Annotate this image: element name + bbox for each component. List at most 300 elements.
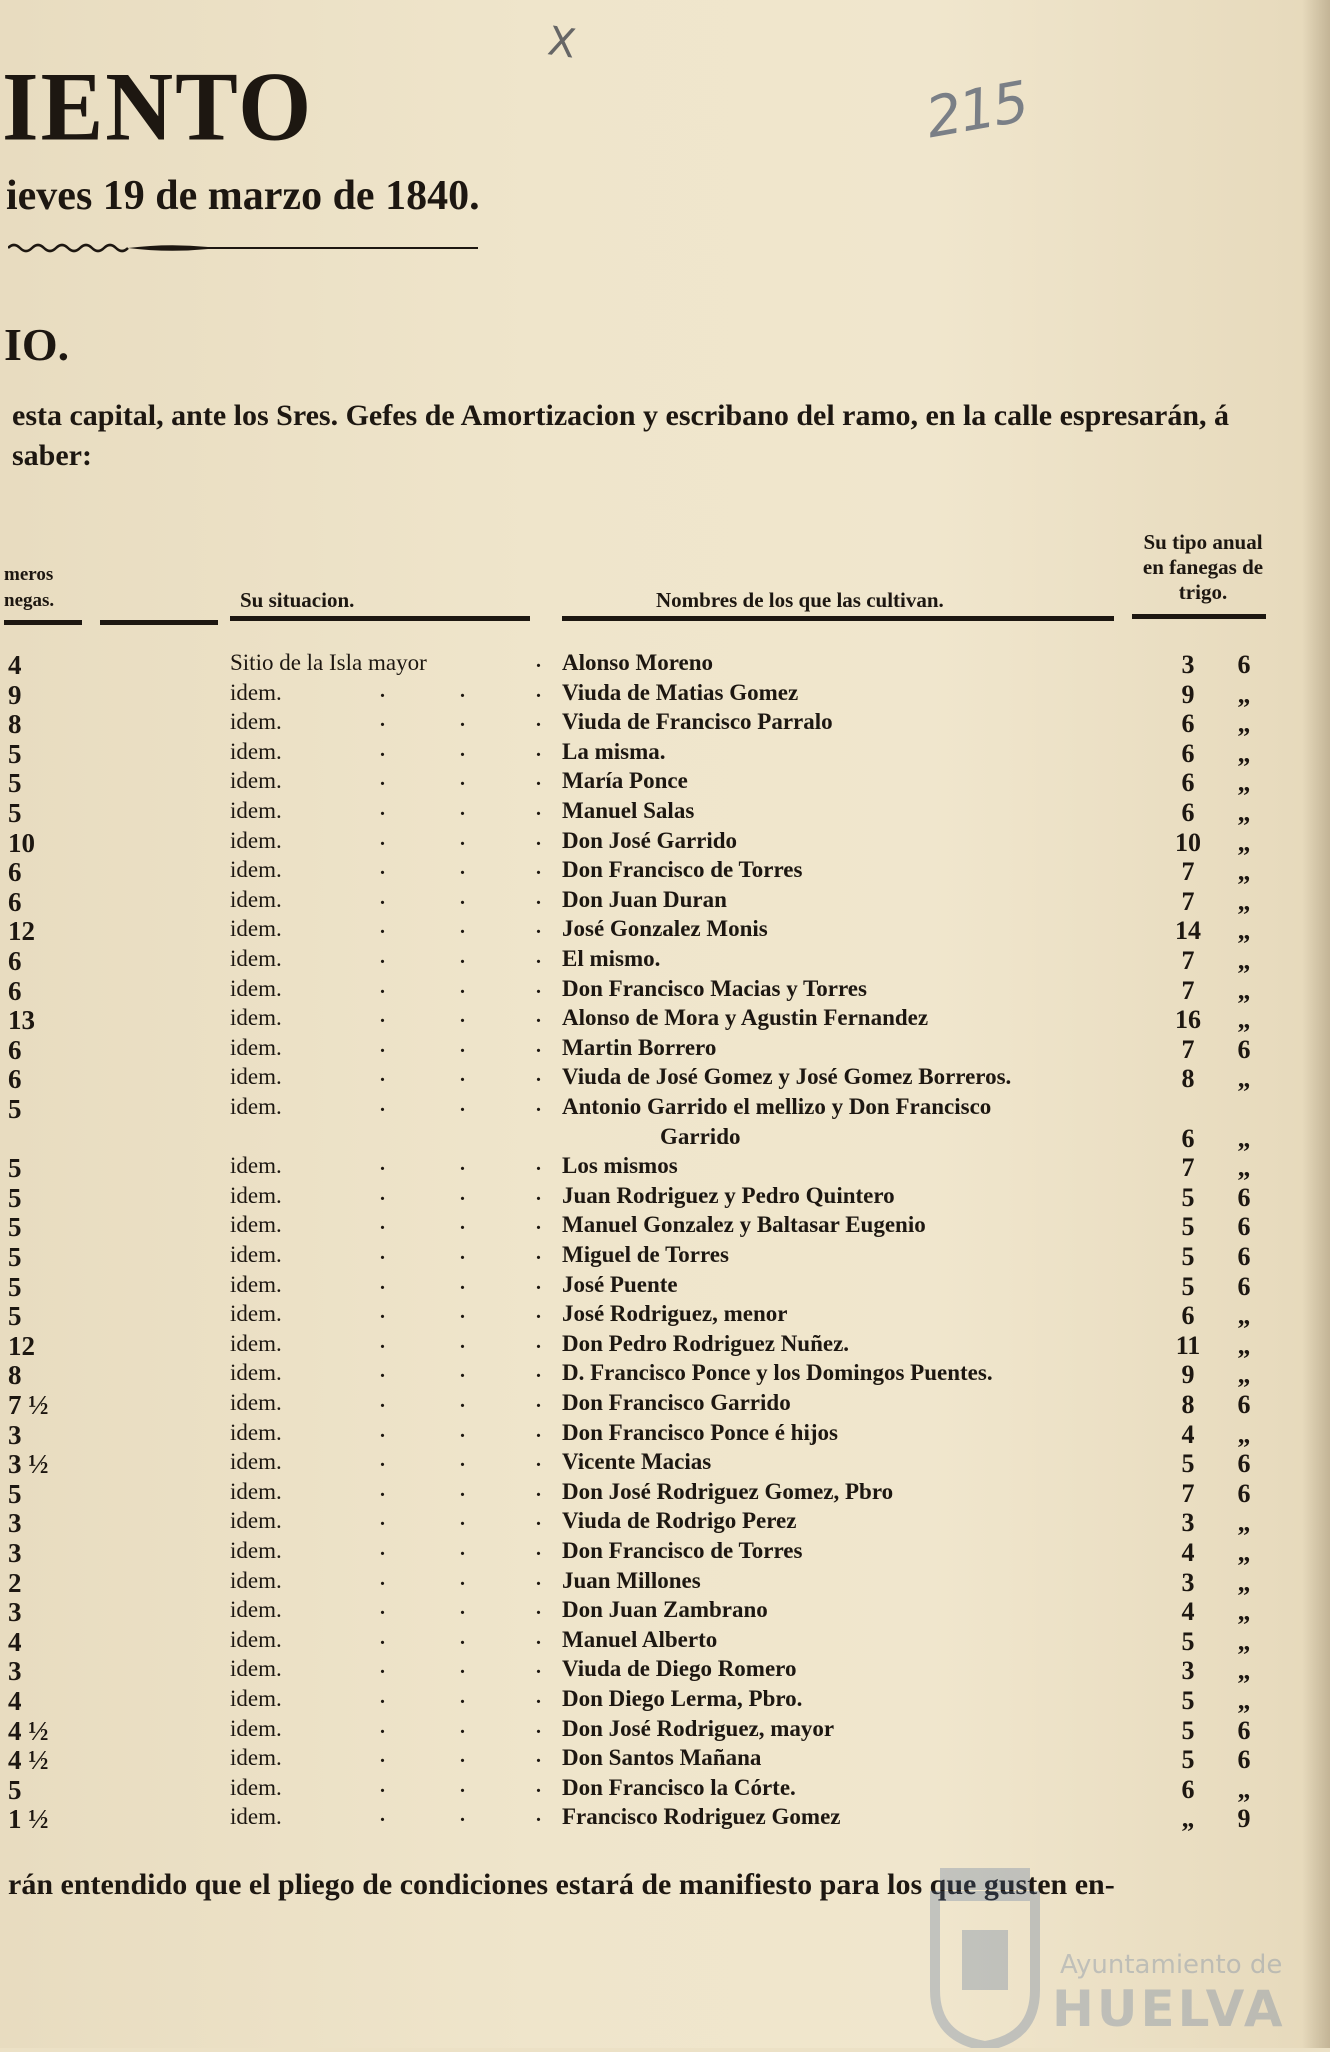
row-tipo: 5 [1181, 1715, 1195, 1745]
row-tipo: 6 [1181, 798, 1195, 827]
row-tipo-fraction: „ [1237, 1301, 1251, 1331]
row-name: Juan Rodriguez y Pedro Quintero [562, 1182, 895, 1208]
leader-dot: . [380, 1508, 385, 1531]
row-number: 6 [8, 946, 22, 976]
row-name: José Gonzalez Monis [562, 916, 768, 942]
row-number: 4 ½ [8, 1715, 49, 1746]
row-name: Don Francisco de Torres [562, 1538, 803, 1563]
row-name: Viuda de Francisco Parralo [562, 709, 833, 735]
row-name: Don Francisco la Córte. [562, 1774, 796, 1800]
leader-dot: . [536, 857, 541, 880]
row-situacion: idem. [230, 1330, 282, 1356]
leader-dot: . [460, 1153, 465, 1176]
table-row [0, 1568, 1330, 1598]
row-tipo: 4 [1181, 1538, 1195, 1567]
row-tipo: 5 [1181, 1686, 1195, 1715]
row-number: 5 [8, 1094, 22, 1124]
row-name: Antonio Garrido el mellizo y Don Francisco [562, 1094, 992, 1119]
row-name: La misma. [562, 738, 666, 764]
row-tipo-fraction: „ [1237, 1419, 1251, 1449]
table-row [0, 828, 1330, 858]
table-row [0, 1064, 1330, 1094]
row-name: José Rodriguez, menor [562, 1301, 788, 1327]
row-name: El mismo. [562, 946, 661, 971]
row-tipo: 5 [1181, 1182, 1195, 1212]
table-row [0, 1420, 1330, 1450]
row-tipo-fraction: 6 [1237, 650, 1251, 679]
dateline: ieves 19 de marzo de 1840. [6, 173, 480, 219]
leader-dot: . [460, 1034, 465, 1057]
row-tipo: 9 [1181, 1360, 1195, 1390]
leader-dot: . [536, 946, 541, 968]
leader-dot: . [380, 1656, 385, 1679]
row-tipo-fraction: 9 [1237, 1804, 1251, 1834]
row-tipo-fraction: „ [1237, 1774, 1251, 1804]
leader-dot: . [460, 1774, 465, 1797]
row-number: 4 [8, 650, 22, 680]
leader-dot: . [380, 1153, 385, 1176]
row-tipo-fraction: „ [1237, 798, 1251, 827]
row-tipo-fraction: „ [1237, 1064, 1251, 1094]
leader-dot: . [536, 827, 541, 850]
leader-dot: . [380, 768, 385, 791]
leader-dot: . [460, 1330, 465, 1353]
row-tipo-fraction: „ [1237, 1626, 1251, 1656]
row-number: 6 [8, 975, 22, 1006]
leader-dot: . [536, 1271, 541, 1294]
leader-dot: . [460, 827, 465, 850]
leader-dot: . [460, 1419, 465, 1442]
row-situacion: idem. [230, 1774, 282, 1800]
table-row [0, 1212, 1330, 1242]
table-row [0, 857, 1330, 887]
leader-dot: . [536, 1390, 541, 1412]
row-situacion: idem. [230, 1745, 282, 1771]
leader-dot: . [460, 798, 465, 820]
row-tipo-fraction: „ [1237, 1123, 1251, 1153]
leader-dot: . [460, 1212, 465, 1235]
row-number: 5 [8, 1153, 22, 1184]
table-row [0, 1479, 1330, 1509]
leader-dot: . [536, 916, 541, 939]
row-name: Viuda de Rodrigo Perez [562, 1508, 797, 1534]
leader-dot: . [380, 1094, 385, 1116]
leader-dot: . [380, 1360, 385, 1383]
leader-dot: . [536, 1449, 541, 1472]
row-tipo: 6 [1181, 1774, 1195, 1804]
row-number: 3 [8, 1597, 22, 1628]
leader-dot: . [380, 1005, 385, 1028]
leader-dot: . [380, 857, 385, 880]
row-tipo-fraction: „ [1237, 886, 1251, 916]
leader-dot: . [380, 1804, 385, 1827]
row-number: 5 [8, 1271, 22, 1302]
row-tipo-fraction: „ [1237, 768, 1251, 798]
leader-dot: . [536, 650, 541, 672]
table-row [0, 1390, 1330, 1420]
leader-dot: . [380, 709, 385, 732]
row-situacion: idem. [230, 1242, 282, 1267]
table-row [0, 946, 1330, 976]
row-tipo: 6 [1181, 738, 1195, 768]
row-situacion: idem. [230, 916, 282, 942]
table-row [0, 1538, 1330, 1568]
row-situacion: idem. [230, 1390, 282, 1415]
row-tipo: 4 [1181, 1419, 1195, 1449]
row-situacion: idem. [230, 1597, 282, 1623]
leader-dot: . [536, 1212, 541, 1235]
table-row [0, 1508, 1330, 1538]
row-name: Alonso de Mora y Agustin Fernandez [562, 1005, 929, 1031]
table-row [0, 1035, 1330, 1065]
row-name: Viuda de Diego Romero [562, 1656, 797, 1682]
row-tipo: 6 [1181, 1301, 1195, 1331]
leader-dot: . [380, 738, 385, 761]
leader-dot: . [536, 1242, 541, 1264]
row-name: Los mismos [562, 1153, 678, 1179]
row-number: 5 [8, 1212, 22, 1243]
row-situacion: idem. [230, 1804, 282, 1830]
row-name: Manuel Salas [562, 798, 695, 823]
row-situacion: idem. [230, 1626, 282, 1652]
row-tipo: 3 [1181, 1508, 1195, 1538]
row-number: 1 ½ [8, 1804, 49, 1835]
leader-dot: . [380, 886, 385, 909]
leader-dot: . [380, 1242, 385, 1264]
row-situacion: idem. [230, 1538, 282, 1563]
row-tipo: 14 [1175, 916, 1201, 946]
row-situacion: idem. [230, 1419, 282, 1445]
leader-dot: . [536, 1774, 541, 1797]
row-situacion: idem. [230, 1034, 282, 1060]
row-name: Garrido [660, 1123, 741, 1149]
row-situacion: idem. [230, 1715, 282, 1741]
table-row [0, 1449, 1330, 1479]
row-situacion: idem. [230, 1182, 282, 1208]
row-situacion: idem. [230, 709, 282, 735]
row-situacion: idem. [230, 1094, 282, 1119]
row-tipo: 5 [1181, 1626, 1195, 1656]
row-situacion: idem. [230, 1301, 282, 1327]
row-tipo-fraction: „ [1237, 738, 1251, 768]
row-name: Don José Rodriguez Gomez, Pbro [562, 1478, 894, 1504]
row-name: Don Pedro Rodriguez Nuñez. [562, 1330, 850, 1356]
leader-dot: . [536, 1301, 541, 1324]
row-tipo: 9 [1181, 679, 1195, 709]
leader-dot: . [536, 1478, 541, 1501]
row-tipo: 8 [1181, 1064, 1195, 1094]
row-name: Don Francisco de Torres [562, 857, 803, 883]
leader-dot: . [380, 798, 385, 820]
header-rule-numeros [4, 620, 82, 625]
row-tipo: 6 [1181, 1123, 1195, 1153]
table-row [0, 1005, 1330, 1035]
leader-dot: . [380, 1064, 385, 1087]
leader-dot: . [460, 1449, 465, 1472]
table-row [0, 1686, 1330, 1716]
table-row [0, 739, 1330, 769]
leader-dot: . [460, 1094, 465, 1116]
leader-dot: . [380, 827, 385, 850]
row-number: 6 [8, 857, 22, 888]
leader-dot: . [380, 1034, 385, 1057]
table-row [0, 1124, 1330, 1154]
row-name: Viuda de Matias Gomez [562, 679, 799, 705]
header-numeros-line1: meros [4, 564, 54, 585]
header-nombres: Nombres de los que las cultivan. [656, 588, 944, 612]
leader-dot: . [536, 1567, 541, 1590]
leader-dot: . [460, 1242, 465, 1264]
row-name: Viuda de José Gomez y José Gomez Borreros. [562, 1064, 1012, 1090]
row-number: 5 [8, 738, 22, 769]
row-tipo: 5 [1181, 1242, 1195, 1271]
leader-dot: . [380, 946, 385, 968]
header-tipo [1128, 530, 1278, 605]
leader-dot: . [380, 1597, 385, 1620]
row-name: Don Francisco Macias y Torres [562, 975, 867, 1001]
row-tipo-fraction: „ [1237, 1686, 1251, 1715]
leader-dot: . [380, 1212, 385, 1235]
table-row [0, 680, 1330, 710]
row-number: 3 [8, 1508, 22, 1539]
header-tipo-line1: Su tipo anual [1143, 530, 1263, 554]
row-tipo-fraction: 6 [1237, 1034, 1251, 1064]
leader-dot: . [460, 1538, 465, 1560]
leader-dot: . [460, 1745, 465, 1768]
leader-dot: . [460, 709, 465, 732]
row-tipo-fraction: „ [1237, 827, 1251, 857]
table-row [0, 1301, 1330, 1331]
row-number: 13 [8, 1005, 35, 1036]
table-row [0, 1360, 1330, 1390]
row-situacion: idem. [230, 1478, 282, 1504]
row-situacion: idem. [230, 1449, 282, 1475]
row-situacion: idem. [230, 1508, 282, 1534]
leader-dot: . [536, 975, 541, 998]
row-name: Don Santos Mañana [562, 1745, 762, 1771]
row-tipo-fraction: 6 [1237, 1745, 1251, 1775]
leader-dot: . [460, 768, 465, 791]
leader-dot: . [460, 1715, 465, 1738]
leader-dot: . [536, 1597, 541, 1620]
row-tipo-fraction: „ [1237, 1538, 1251, 1567]
row-situacion: idem. [230, 1271, 282, 1297]
row-tipo-fraction: „ [1237, 1508, 1251, 1538]
leader-dot: . [460, 946, 465, 968]
leader-dot: . [460, 1567, 465, 1590]
leader-dot: . [536, 1686, 541, 1708]
row-tipo-fraction: 6 [1237, 1390, 1251, 1419]
leader-dot: . [460, 1686, 465, 1708]
row-tipo-fraction: „ [1237, 1153, 1251, 1183]
leader-dot: . [380, 1419, 385, 1442]
row-tipo: 11 [1175, 1330, 1201, 1360]
row-situacion: idem. [230, 857, 282, 883]
row-situacion: idem. [230, 1005, 282, 1031]
row-tipo: 8 [1181, 1390, 1195, 1419]
coat-of-arms-icon [920, 1860, 1050, 2048]
table-row [0, 976, 1330, 1006]
leader-dot: . [460, 679, 465, 702]
row-name: Don Diego Lerma, Pbro. [562, 1686, 803, 1711]
leader-dot: . [380, 1538, 385, 1560]
row-name: Don José Garrido [562, 827, 738, 853]
leader-dot: . [460, 1301, 465, 1324]
row-tipo-fraction: „ [1237, 916, 1251, 946]
row-number: 3 ½ [8, 1449, 49, 1480]
row-name: Don Francisco Garrido [562, 1390, 791, 1415]
row-tipo: 7 [1181, 946, 1195, 975]
row-name: Don Juan Zambrano [562, 1597, 768, 1623]
row-number: 8 [8, 709, 22, 740]
table-row [0, 709, 1330, 739]
row-number: 4 [8, 1626, 22, 1657]
table-row [0, 1745, 1330, 1775]
row-name: Francisco Rodriguez Gomez [562, 1804, 841, 1830]
leader-dot: . [460, 916, 465, 939]
leader-dot: . [536, 1715, 541, 1738]
leader-dot: . [536, 709, 541, 732]
leader-dot: . [536, 886, 541, 909]
leader-dot: . [460, 1478, 465, 1501]
leader-dot: . [536, 1153, 541, 1176]
row-situacion: Sitio de la Isla mayor [230, 650, 427, 675]
row-tipo-fraction: 6 [1237, 1242, 1251, 1271]
row-tipo-fraction: „ [1237, 857, 1251, 887]
row-tipo: 4 [1181, 1597, 1195, 1627]
leader-dot: . [536, 798, 541, 820]
leader-dot: . [380, 679, 385, 702]
row-number: 4 ½ [8, 1745, 49, 1776]
header-tipo-line3: trigo. [1178, 580, 1228, 604]
leader-dot: . [536, 1005, 541, 1028]
leader-dot: . [380, 1390, 385, 1412]
row-name: Alonso Moreno [562, 650, 713, 675]
leader-dot: . [380, 1626, 385, 1649]
table-row [0, 916, 1330, 946]
row-tipo: 16 [1175, 1005, 1201, 1035]
leader-dot: . [536, 1508, 541, 1531]
row-situacion: idem. [230, 886, 282, 912]
leader-dot: . [460, 857, 465, 880]
row-number: 3 [8, 1419, 22, 1450]
row-tipo: 5 [1181, 1745, 1195, 1775]
row-number: 4 [8, 1686, 22, 1716]
row-number: 6 [8, 1034, 22, 1065]
leader-dot: . [460, 1182, 465, 1205]
row-name: Don Juan Duran [562, 886, 727, 912]
row-name: Miguel de Torres [562, 1242, 729, 1267]
masthead-title: IENTO [2, 52, 314, 162]
row-situacion: idem. [230, 679, 282, 705]
row-name: Vicente Macias [562, 1449, 712, 1475]
leader-dot: . [380, 916, 385, 939]
row-tipo-fraction: 6 [1237, 1271, 1251, 1301]
leader-dot: . [536, 1656, 541, 1679]
leader-dot: . [460, 1597, 465, 1620]
row-number: 8 [8, 1360, 22, 1391]
row-tipo: 7 [1181, 1478, 1195, 1508]
row-situacion: idem. [230, 738, 282, 764]
table-row [0, 650, 1330, 680]
table-row [0, 1272, 1330, 1302]
leader-dot: . [536, 1626, 541, 1649]
leader-dot: . [536, 1330, 541, 1353]
row-tipo-fraction: „ [1237, 1360, 1251, 1390]
row-number: 5 [8, 1301, 22, 1332]
header-situacion: Su situacion. [240, 588, 355, 612]
leader-dot: . [536, 1182, 541, 1205]
leader-dot: . [380, 1182, 385, 1205]
leader-dot: . [536, 1419, 541, 1442]
table-row [0, 1183, 1330, 1213]
row-number: 5 [8, 1774, 22, 1805]
leader-dot: . [536, 1360, 541, 1383]
row-tipo-fraction: 6 [1237, 1715, 1251, 1745]
header-rule-spacer [100, 620, 218, 625]
leader-dot: . [536, 679, 541, 702]
leader-dot: . [536, 1064, 541, 1087]
header-numeros [4, 562, 54, 614]
leader-dot: . [460, 1626, 465, 1649]
row-number: 2 [8, 1567, 22, 1598]
table-row [0, 887, 1330, 917]
leader-dot: . [536, 738, 541, 761]
row-tipo-fraction: 6 [1237, 1182, 1251, 1212]
row-tipo-fraction: 6 [1237, 1212, 1251, 1242]
row-name: Martin Borrero [562, 1034, 717, 1060]
row-tipo: 7 [1181, 857, 1195, 887]
footer-text: rán entendido que el pliego de condiciones estará de manifiesto para los que gusten en- [8, 1868, 1115, 1901]
row-situacion: idem. [230, 768, 282, 794]
table-row [0, 1716, 1330, 1746]
row-number: 9 [8, 679, 22, 710]
leader-dot: . [380, 1686, 385, 1708]
row-tipo-fraction: „ [1237, 975, 1251, 1005]
row-situacion: idem. [230, 946, 282, 971]
row-name: Manuel Gonzalez y Baltasar Eugenio [562, 1212, 926, 1238]
watermark-line2: HUELVA [1052, 1980, 1286, 2038]
row-number: 12 [8, 916, 35, 947]
row-tipo: 10 [1175, 827, 1201, 857]
watermark-line1: Ayuntamiento de [1060, 1950, 1283, 1980]
leader-dot: . [380, 1449, 385, 1472]
row-number: 3 [8, 1656, 22, 1687]
leader-dot: . [460, 1390, 465, 1412]
row-tipo: 3 [1181, 1567, 1195, 1597]
handwritten-x-mark: X [544, 18, 579, 68]
row-tipo: 7 [1181, 1034, 1195, 1064]
leader-dot: . [460, 1804, 465, 1827]
leader-dot: . [536, 1745, 541, 1768]
row-situacion: idem. [230, 1656, 282, 1682]
leader-dot: . [536, 1804, 541, 1827]
row-situacion: idem. [230, 827, 282, 853]
header-numeros-line2: negas. [4, 590, 55, 611]
leader-dot: . [460, 1271, 465, 1294]
row-situacion: idem. [230, 1153, 282, 1179]
table-row [0, 768, 1330, 798]
row-tipo-fraction: 6 [1237, 1478, 1251, 1508]
row-tipo: 6 [1181, 709, 1195, 739]
leader-dot: . [460, 975, 465, 998]
row-tipo-fraction: 6 [1237, 1449, 1251, 1479]
leader-dot: . [380, 1774, 385, 1797]
table-row [0, 798, 1330, 828]
leader-dot: . [380, 1478, 385, 1501]
row-tipo-fraction: „ [1237, 709, 1251, 739]
row-number: 5 [8, 768, 22, 799]
